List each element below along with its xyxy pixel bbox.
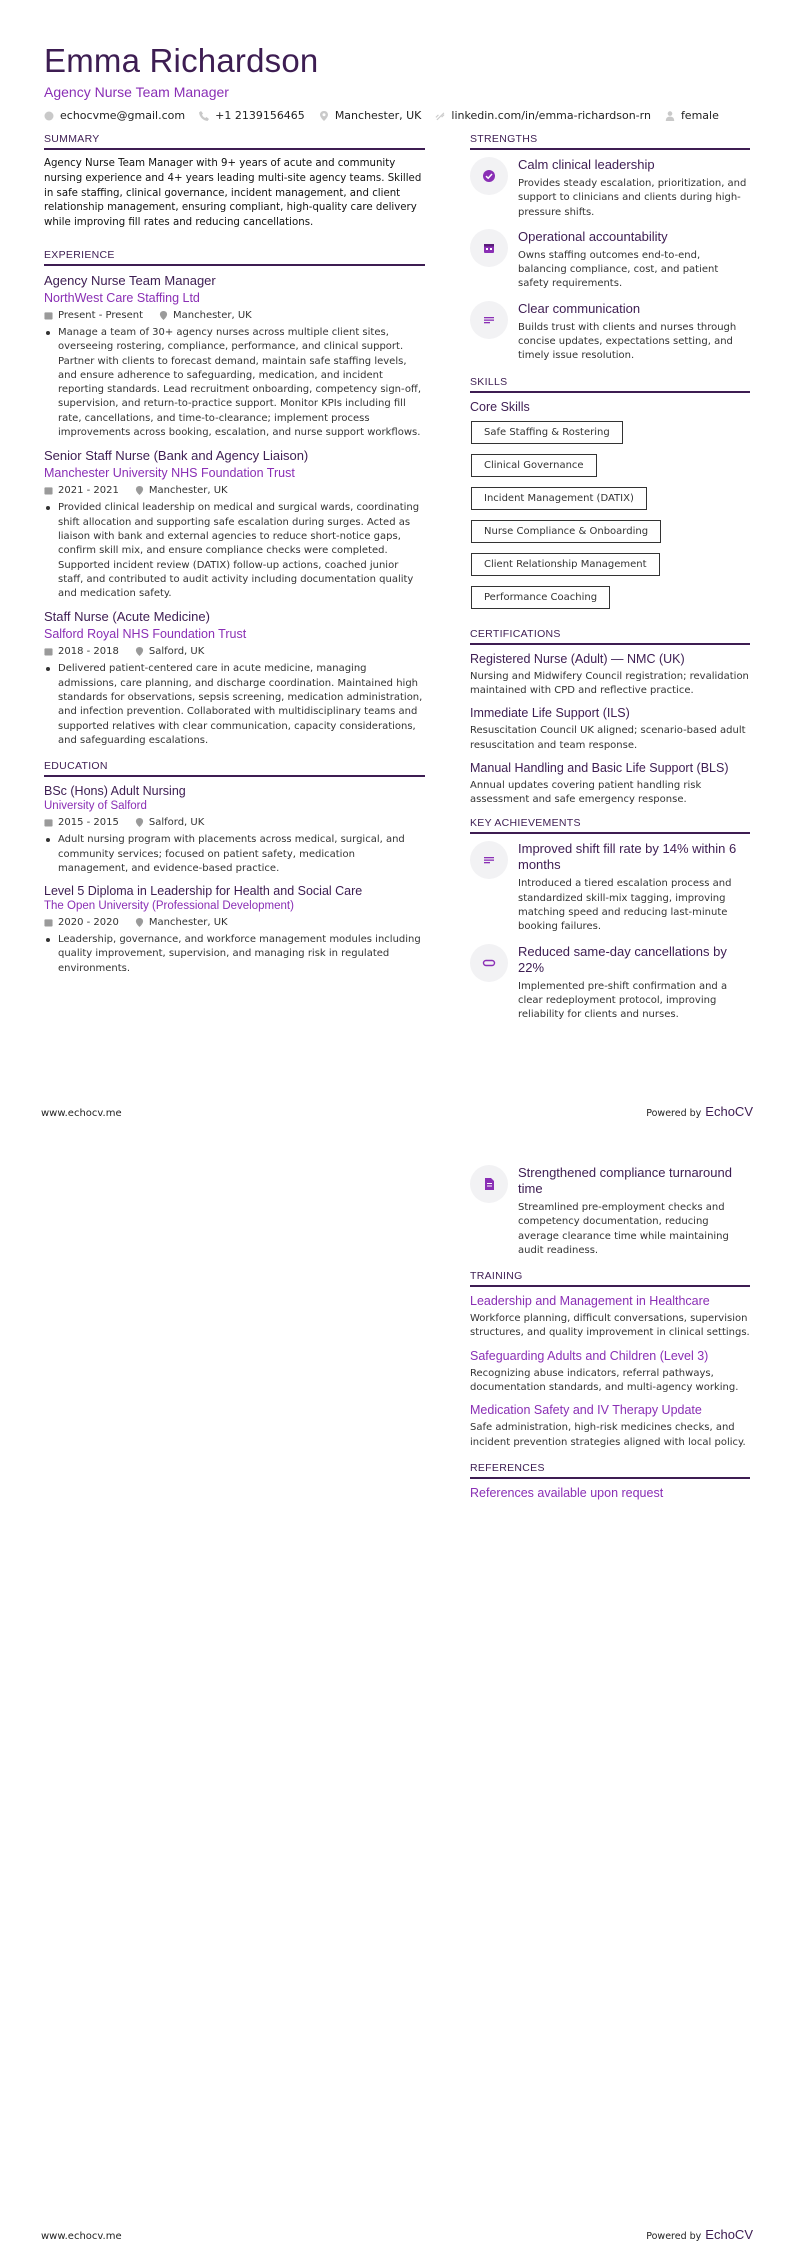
linkedin-text: linkedin.com/in/emma-richardson-rn [451, 109, 651, 122]
education-section [44, 760, 425, 976]
resume-header [44, 42, 750, 122]
job-bullet: Delivered patient-centered care in acute medicine, managing admissions, care planning, and discharge coordination. Maintained high standards for observations, sepsis screening, medication administration, and infection prevention. Collaborated with multidisciplinary teams and supported relatives with clear communication, capacity considerations, and safeguarding escalations. [44, 662, 425, 748]
education-location: Manchester, UK [148, 917, 228, 929]
capsule-icon [470, 944, 508, 982]
email-text: echocvme@gmail.com [60, 109, 186, 122]
section-title-achievements: KEY ACHIEVEMENTS [470, 817, 750, 834]
job-meta [44, 310, 425, 321]
achievement-desc: Streamlined pre-employment checks and competency documentation, reducing average clearance time while maintaining audit readiness. [518, 1202, 729, 1256]
degree-title: BSc (Hons) Adult Nursing [44, 784, 186, 799]
map-pin-icon [135, 818, 144, 827]
education-dates: 2020 - 2020 [58, 917, 119, 929]
footer-site[interactable]: www.echocv.me [41, 2231, 122, 2242]
strength-title: Clear communication [518, 300, 641, 316]
job-location: Salford, UK [148, 646, 205, 658]
training-title: Medication Safety and IV Therapy Update [470, 1403, 702, 1418]
gender-text: female [680, 109, 719, 122]
certification-title: Registered Nurse (Adult) — NMC (UK) [470, 651, 685, 666]
candidate-name: Emma Richardson [44, 42, 319, 79]
training-section [470, 1270, 750, 1450]
references-text: References available upon request [470, 1485, 664, 1500]
at-icon [44, 111, 54, 121]
phone-text: +1 2139156465 [215, 109, 305, 122]
achievement-title: Reduced same-day cancellations by 22% [518, 943, 727, 975]
brand-logo: EchoCV [705, 1104, 753, 1119]
training-desc: Safe administration, high-risk medicines checks, and incident prevention strategies aligned with local policy. [470, 1422, 746, 1448]
strength-item [470, 229, 750, 292]
education-location: Salford, UK [148, 817, 205, 829]
contact-location [319, 109, 422, 122]
brand-logo: EchoCV [705, 2227, 753, 2242]
job-location: Manchester, UK [173, 309, 252, 321]
calendar-icon [470, 229, 508, 267]
experience-item [44, 273, 425, 440]
strength-desc: Builds trust with clients and nurses through concise updates, expectations setting, and timely issue resolution. [518, 321, 737, 362]
section-title-summary: SUMMARY [44, 133, 425, 150]
summary-section [44, 133, 425, 231]
job-dates: Present - Present [58, 309, 144, 321]
training-title: Leadership and Management in Healthcare [470, 1294, 710, 1309]
map-pin-icon [135, 486, 144, 495]
education-bullet: Leadership, governance, and workforce management modules including quality improvement, supervision, and managing risk in regulated environments. [44, 933, 425, 976]
section-title-experience: EXPERIENCE [44, 249, 425, 266]
calendar-icon [44, 818, 53, 827]
achievement-title: Improved shift fill rate by 14% within 6 months [518, 841, 737, 873]
right-column [470, 1165, 750, 1500]
certification-desc: Nursing and Midwifery Council registration; revalidation maintained with CPD and reflective practice. [470, 670, 749, 696]
job-company: Salford Royal NHS Foundation Trust [44, 627, 247, 642]
left-column [44, 133, 425, 984]
candidate-role: Agency Nurse Team Manager [44, 84, 229, 100]
calendar-icon [44, 647, 53, 656]
strength-desc: Provides steady escalation, prioritization, and support to clinicians and clients during high-pressure shifts. [518, 178, 747, 218]
job-bullet: Provided clinical leadership on medical and surgical wards, coordinating shift allocation and supporting safe escalation during surges. Acted as liaison with bank and external agencies to reduce short-notice gaps, confirm skill mix, and ensure compliance checks were completed. Supported incident review (DATIX) follow-up actions, coached junior staff, and contributed to audit activity including documentation quality and medication safety. [44, 501, 425, 601]
footer [41, 2224, 753, 2243]
calendar-icon [44, 311, 53, 320]
job-dates: 2018 - 2018 [58, 646, 119, 658]
skill-category: Core Skills [470, 399, 530, 414]
achievement-item [470, 841, 750, 934]
contact-email[interactable] [44, 109, 185, 122]
skill-tag: Clinical Governance [471, 454, 597, 477]
experience-item [44, 609, 425, 748]
training-desc: Workforce planning, difficult conversations, supervision structures, and quality improvement in clinical settings. [470, 1313, 750, 1339]
section-title-education: EDUCATION [44, 760, 425, 777]
job-company: Manchester University NHS Foundation Trust [44, 466, 295, 481]
summary-text: Agency Nurse Team Manager with 9+ years of acute and community nursing experience and 4+ years leading multi-site agency teams. Skilled in safe staffing, clinical governance, incident management, and client relationship management, ensuring compliant, high-quality care delivery while improving fill rates and reducing cancellations. [44, 158, 422, 229]
education-dates: 2015 - 2015 [58, 817, 119, 829]
strength-desc: Owns staffing outcomes end-to-end, balancing compliance, cost, and patient safety requirements. [518, 249, 719, 290]
education-meta [44, 917, 425, 928]
achievement-item [470, 1165, 750, 1258]
skill-tag: Nurse Compliance & Onboarding [471, 520, 661, 543]
location-text: Manchester, UK [334, 109, 422, 122]
skill-tag: Safe Staffing & Rostering [471, 421, 623, 444]
job-title: Agency Nurse Team Manager [44, 272, 216, 288]
skill-tag: Client Relationship Management [471, 553, 660, 576]
map-pin-icon [159, 311, 168, 320]
education-meta [44, 817, 425, 828]
skills-section [470, 376, 750, 618]
check-badge-icon [470, 157, 508, 195]
certification-title: Immediate Life Support (ILS) [470, 706, 630, 721]
map-pin-icon [135, 647, 144, 656]
job-meta [44, 485, 425, 496]
certification-desc: Annual updates covering patient handling risk assessment and safe emergency response. [470, 779, 702, 806]
contact-phone[interactable] [199, 109, 305, 122]
section-title-strengths: STRENGTHS [470, 133, 750, 150]
map-pin-icon [135, 918, 144, 927]
right-column [470, 133, 750, 1032]
lines-icon [470, 301, 508, 339]
footer [41, 1101, 753, 1120]
school-name: University of Salford [44, 800, 147, 813]
person-icon [665, 111, 675, 121]
achievement-item [470, 944, 750, 1023]
experience-section [44, 249, 425, 748]
education-item [44, 884, 425, 976]
training-title: Safeguarding Adults and Children (Level 3) [470, 1348, 709, 1363]
strength-title: Operational accountability [518, 228, 668, 244]
strength-item [470, 301, 750, 364]
job-company: NorthWest Care Staffing Ltd [44, 290, 200, 305]
job-title: Staff Nurse (Acute Medicine) [44, 609, 210, 625]
link-icon [435, 111, 445, 121]
references-section [470, 1462, 750, 1500]
contact-gender [665, 109, 719, 122]
powered-by: Powered by EchoCV [646, 2227, 753, 2242]
job-bullet: Manage a team of 30+ agency nurses across multiple client sites, overseeing rostering, compliance, performance, and clinical support. Partner with clients to forecast demand, maintain safe staffing levels, and ensure adherence to safeguarding, medication, and incident reporting standards. Lead recruitment onboarding, competency sign-off, supervision, and return-to-practice support. Monitor KPIs including fill rate, cancellations, and time-to-clearance; implement process improvements across booking, escalation, and nurse support workflows. [44, 326, 425, 440]
footer-site[interactable]: www.echocv.me [41, 1108, 122, 1119]
skill-tag: Incident Management (DATIX) [471, 487, 647, 510]
map-pin-icon [319, 111, 329, 121]
achievement-desc: Implemented pre-shift confirmation and a clear redeployment protocol, improving reliability for clients and nurses. [518, 980, 728, 1021]
lines-icon [470, 841, 508, 879]
experience-item [44, 448, 425, 601]
training-desc: Recognizing abuse indicators, referral pathways, documentation standards, and multi-agency working. [470, 1367, 739, 1394]
job-meta [44, 646, 425, 657]
job-title: Senior Staff Nurse (Bank and Agency Liaison) [44, 448, 309, 464]
phone-icon [199, 111, 209, 121]
education-bullet: Adult nursing program with placements across medical, surgical, and community services; focused on patient safety, medication management, and evidence-based practice. [44, 833, 425, 876]
school-name: The Open University (Professional Development) [44, 900, 294, 913]
job-dates: 2021 - 2021 [58, 485, 119, 497]
degree-title: Level 5 Diploma in Leadership for Health and Social Care [44, 884, 363, 899]
calendar-icon [44, 918, 53, 927]
section-title-references: REFERENCES [470, 1462, 750, 1479]
certifications-section [470, 628, 750, 808]
strength-item [470, 157, 750, 220]
job-location: Manchester, UK [148, 485, 228, 497]
section-title-certifications: CERTIFICATIONS [470, 628, 750, 645]
document-icon [470, 1165, 508, 1203]
skill-tag: Performance Coaching [471, 586, 610, 609]
contact-row [44, 109, 750, 122]
strengths-section [470, 133, 750, 364]
powered-by: Powered by EchoCV [646, 1104, 753, 1119]
education-item [44, 784, 425, 876]
certification-title: Manual Handling and Basic Life Support (BLS) [470, 760, 729, 775]
strength-title: Calm clinical leadership [518, 157, 655, 172]
section-title-training: TRAINING [470, 1270, 750, 1287]
page-2 [0, 1123, 794, 2246]
calendar-icon [44, 486, 53, 495]
certification-desc: Resuscitation Council UK aligned; scenario-based adult resuscitation and team response. [470, 725, 746, 751]
contact-linkedin[interactable] [435, 109, 651, 122]
achievements-section [470, 817, 750, 1022]
achievement-desc: Introduced a tiered escalation process and standardized skill-mix tagging, improving matching speed and reducing last-minute booking failures. [518, 878, 732, 933]
section-title-skills: SKILLS [470, 376, 750, 393]
achievement-title: Strengthened compliance turnaround time [518, 1165, 732, 1196]
